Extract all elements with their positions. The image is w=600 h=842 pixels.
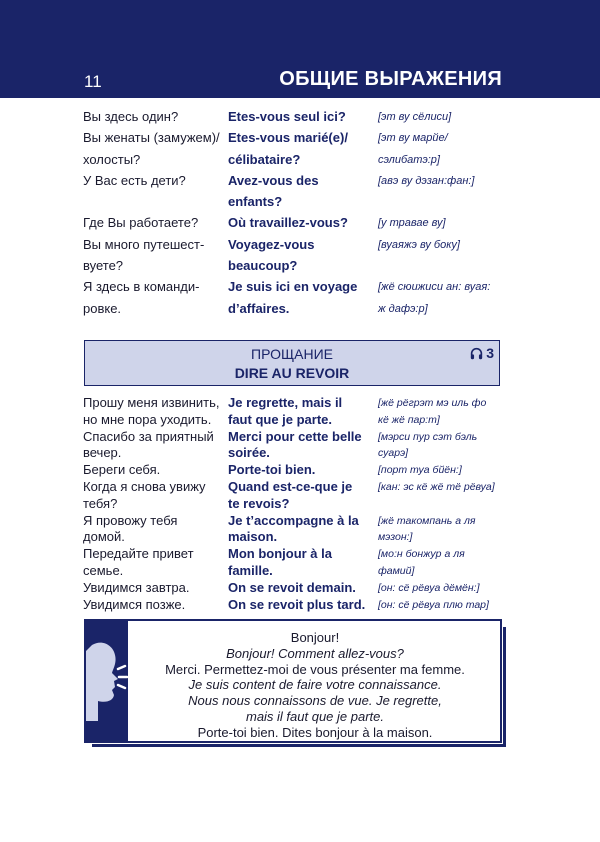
dialogue-line: Bonjour! (290, 630, 340, 645)
dialogue-line: Bonjour! Comment allez-vous? (226, 645, 404, 661)
speaker-panel (86, 621, 128, 741)
phrase-french-line: enfants? (228, 194, 283, 210)
phrase-french (228, 106, 378, 127)
phrase-russian-line: Когда я снова увижу (83, 478, 206, 494)
section-header-farewell (84, 340, 500, 386)
phrase-transcription-line: [жё сюижиси ан: вуая: (378, 281, 491, 294)
dialogue-box (84, 619, 502, 743)
phrase-french-line: Je suis ici en voyage (228, 279, 358, 295)
phrase-row (83, 106, 513, 127)
phrase-transcription-line: [у травае ву] (378, 217, 446, 230)
phrase-transcription-line: [авэ ву дэзан:фан:] (378, 174, 475, 187)
page-number: 11 (84, 72, 102, 91)
phrase-french-line: faut que je parte. (228, 411, 333, 427)
phrase-french (228, 513, 378, 547)
phrase-french (228, 597, 378, 614)
phrase-russian-line: вуете? (83, 258, 124, 274)
chapter-title: ОБЩИЕ ВЫРАЖЕНИЯ (279, 68, 502, 90)
phrase-french (228, 234, 378, 277)
phrase-russian (83, 234, 228, 277)
phrase-french-line: On se revoit demain. (228, 579, 356, 595)
phrase-french-line: Mon bonjour à la (228, 546, 332, 562)
phrase-russian (83, 170, 228, 213)
phrase-russian-line: тебя? (83, 495, 118, 511)
phrase-russian (83, 276, 228, 319)
dialogue-line: Porte-toi bien. Dites bonjour à la maison. (197, 724, 433, 740)
phrase-table-bottom (83, 395, 513, 613)
phrase-french (228, 462, 378, 479)
phrase-row (83, 513, 513, 547)
phrase-russian-line: Вы много путешест- (83, 236, 205, 252)
phrase-russian-line: Береги себя. (83, 462, 161, 478)
phrase-transcription (378, 106, 510, 127)
phrase-russian-line: Вы женаты (замужем)/ (83, 130, 220, 146)
phrase-table-top (83, 106, 513, 319)
phrase-russian-line: Вы здесь один? (83, 109, 179, 124)
phrase-french-line: Merci pour cette belle (228, 428, 362, 444)
phrase-french-line: Porte-toi bien. (228, 462, 316, 478)
phrase-row (83, 234, 513, 277)
phrase-transcription-line: [он: сё рёвуа плю тар] (378, 598, 489, 611)
phrase-french-line: famille. (228, 562, 273, 578)
phrase-russian-line: Передайте привет (83, 546, 194, 562)
phrase-row (83, 395, 513, 429)
phrase-french-line: Je t’accompagne à la (228, 512, 359, 528)
phrase-french (228, 395, 378, 429)
phrase-french-line: maison. (228, 529, 278, 545)
phrase-row (83, 479, 513, 513)
phrase-row (83, 546, 513, 580)
phrase-row (83, 597, 513, 614)
phrase-french (228, 580, 378, 597)
phrase-transcription-line: мэзон:] (378, 531, 413, 544)
dialogue-line: Nous nous connaissons de vue. Je regrette, (188, 693, 442, 709)
phrase-transcription (378, 212, 510, 233)
phrase-russian (83, 597, 228, 614)
chapter-header (0, 0, 600, 98)
phrase-transcription-line: [мэрси пур сэт бэль (378, 430, 478, 443)
speaking-head-icon (86, 621, 128, 741)
phrase-french (228, 479, 378, 513)
phrase-russian (83, 429, 228, 463)
phrase-transcription (378, 234, 510, 277)
phrase-french-line: Où travaillez-vous? (228, 215, 348, 231)
audio-track (470, 345, 494, 361)
phrase-french-line: Etes-vous seul ici? (228, 109, 346, 124)
phrase-transcription (378, 462, 510, 479)
phrase-transcription-line: кё жё пар:т] (378, 413, 440, 426)
phrase-russian (83, 462, 228, 479)
phrase-transcription (378, 127, 510, 170)
phrase-row (83, 580, 513, 597)
dialogue-line: Merci. Permettez-moi de vous présenter ma femme. (165, 661, 465, 677)
phrase-transcription (378, 170, 510, 213)
phrase-french-line: célibataire? (228, 151, 301, 167)
phrase-french-line: Etes-vous marié(e)/ (228, 130, 348, 146)
phrase-russian-line: домой. (83, 529, 125, 545)
phrase-french-line: Voyagez-vous (228, 236, 315, 252)
phrase-french (228, 429, 378, 463)
phrase-transcription-line: [кан: эс кё жё тё рёвуа] (378, 480, 495, 493)
phrase-russian-line: У Вас есть дети? (83, 172, 186, 188)
phrase-french-line: Avez-vous des (228, 172, 319, 188)
track-number: 3 (486, 345, 494, 361)
phrase-transcription-line: [жё такомпань а ля (378, 514, 476, 527)
phrase-russian-line: но мне пора уходить. (83, 411, 212, 427)
phrase-transcription-line: [он: сё рёвуа дёмён:] (378, 581, 480, 594)
dialogue-line: mais il faut que je parte. (245, 708, 385, 724)
phrase-transcription-line: [вуаяжэ ву боку] (378, 238, 460, 251)
phrase-transcription-line: суарэ] (378, 447, 409, 460)
phrase-russian-line: Я здесь в команди- (83, 279, 200, 295)
phrase-row (83, 212, 513, 233)
dialogue-text (138, 630, 492, 741)
phrase-french (228, 127, 378, 170)
phrase-russian (83, 513, 228, 547)
phrase-row (83, 170, 513, 213)
section-title-ru: ПРОЩАНИЕ (251, 346, 333, 362)
headphones-icon (470, 347, 483, 360)
phrase-russian-line: Спасибо за приятный (83, 428, 214, 444)
phrase-row (83, 429, 513, 463)
phrase-russian-line: холосты? (83, 151, 141, 167)
phrase-french-line: d’affaires. (228, 300, 290, 316)
phrase-french (228, 276, 378, 319)
phrase-russian-line: Увидимся позже. (83, 596, 186, 612)
phrase-russian-line: Где Вы работаете? (83, 215, 199, 231)
phrase-french (228, 170, 378, 213)
phrase-russian (83, 580, 228, 597)
phrase-french (228, 212, 378, 233)
phrase-russian-line: Я провожу тебя (83, 512, 178, 528)
phrase-transcription (378, 513, 510, 547)
phrase-russian (83, 395, 228, 429)
phrase-russian (83, 546, 228, 580)
phrase-transcription-line: [мо:н бонжур а ля (378, 548, 465, 561)
section-title-fr: DIRE AU REVOIR (234, 365, 350, 381)
phrase-transcription (378, 546, 510, 580)
phrase-french-line: beaucoup? (228, 258, 298, 274)
phrase-transcription-line: [жё рёгрэт мэ иль фо (378, 397, 487, 409)
phrase-transcription (378, 597, 510, 614)
phrase-russian-line: Увидимся завтра. (83, 579, 190, 595)
phrase-french-line: On se revoit plus tard. (228, 596, 366, 612)
phrase-transcription-line: сэлибатэ:р] (378, 153, 440, 166)
phrase-french-line: Quand est-ce-que je (228, 478, 353, 494)
phrase-row (83, 276, 513, 319)
phrase-russian-line: Прошу меня извинить, (83, 395, 220, 410)
phrase-transcription (378, 429, 510, 463)
phrase-transcription-line: ж дафэ:р] (378, 302, 428, 315)
phrase-french-line: Je regrette, mais il (228, 395, 343, 410)
phrase-transcription (378, 580, 510, 597)
phrase-french-line: te revois? (228, 495, 290, 511)
phrase-russian (83, 127, 228, 170)
phrase-transcription (378, 276, 510, 319)
phrase-transcription-line: фамий] (378, 564, 415, 577)
phrase-russian-line: ровке. (83, 300, 122, 316)
phrase-transcription-line: [порт туа бйён:] (378, 464, 462, 477)
phrase-russian-line: вечер. (83, 445, 122, 461)
phrase-russian (83, 479, 228, 513)
phrase-transcription (378, 395, 510, 429)
phrase-transcription-line: [эт ву сёлиси] (378, 111, 452, 123)
phrase-row (83, 127, 513, 170)
phrase-french (228, 546, 378, 580)
phrase-russian-line: семье. (83, 562, 124, 578)
phrase-transcription-line: [эт ву марйе/ (378, 132, 448, 145)
phrase-transcription (378, 479, 510, 513)
dialogue-line: Je suis content de faire votre connaissance. (188, 677, 442, 693)
phrase-russian (83, 212, 228, 233)
phrase-row (83, 462, 513, 479)
phrase-french-line: soirée. (228, 445, 270, 461)
phrase-russian (83, 106, 228, 127)
